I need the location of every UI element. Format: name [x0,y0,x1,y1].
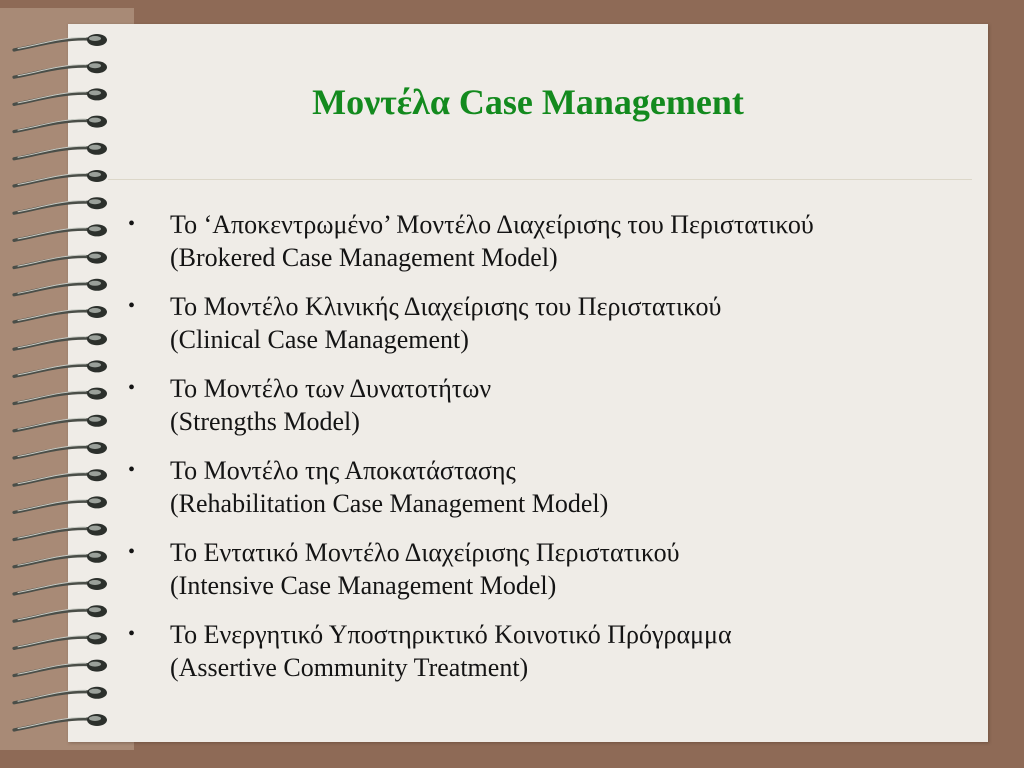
list-item [128,536,978,602]
list-item [128,454,978,520]
bullet-icon: • [128,459,136,481]
spiral-ring-icon [14,632,107,648]
spiral-ring-icon [14,306,107,322]
bullet-icon: • [128,623,136,645]
bullet-icon: • [128,295,136,317]
spiral-ring-icon [14,252,107,268]
spiral-ring-icon [14,578,107,594]
spiral-ring-icon [14,442,107,458]
bullet-english-text: (Assertive Community Treatment) [170,653,529,682]
list-item [128,290,978,356]
bullet-english-text: (Brokered Case Management Model) [170,243,558,272]
list-item [128,618,978,684]
spiral-ring-icon [14,687,107,703]
spiral-ring-icon [14,34,107,50]
bullet-english-text: (Rehabilitation Case Management Model) [170,489,609,518]
spiral-ring-icon [14,605,107,621]
bullet-english-text: (Strengths Model) [170,407,360,436]
bullet-list [128,208,978,700]
list-item [128,372,978,438]
spiral-ring-icon [14,224,107,240]
bullet-greek-text: Το Μοντέλο Κλινικής Διαχείρισης του Περιστατικού [170,292,722,321]
spiral-ring-icon [14,469,107,485]
spiral-ring-icon [14,279,107,295]
bullet-greek-text: Το Μοντέλο των Δυνατοτήτων [170,374,492,403]
spiral-ring-icon [14,61,107,77]
bullet-icon: • [128,377,136,399]
slide-title: Μοντέλα Case Management [312,82,744,122]
spiral-ring-icon [14,551,107,567]
spiral-ring-icon [14,496,107,512]
spiral-ring-icon [14,388,107,404]
bullet-icon: • [128,541,136,563]
bullet-greek-text: Το Μοντέλο της Αποκατάστασης [170,456,516,485]
spiral-ring-icon [14,197,107,213]
bullet-greek-text: Το ‘Αποκεντρωμένο’ Μοντέλο Διαχείρισης του Περιστατικού [170,210,814,239]
bullet-english-text: (Clinical Case Management) [170,325,469,354]
spiral-ring-icon [14,143,107,159]
spiral-ring-icon [14,360,107,376]
spiral-ring-icon [14,415,107,431]
bullet-icon: • [128,213,136,235]
bullet-english-text: (Intensive Case Management Model) [170,571,557,600]
spiral-ring-icon [14,714,107,730]
spiral-ring-icon [14,333,107,349]
spiral-ring-icon [14,170,107,186]
title-divider [108,179,972,180]
bullet-greek-text: Το Ενεργητικό Υποστηρικτικό Κοινοτικό Πρόγραμμα [170,620,732,649]
list-item [128,208,978,274]
spiral-ring-icon [14,660,107,676]
bullet-greek-text: Το Εντατικό Μοντέλο Διαχείρισης Περιστατικού [170,538,680,567]
spiral-ring-icon [14,524,107,540]
